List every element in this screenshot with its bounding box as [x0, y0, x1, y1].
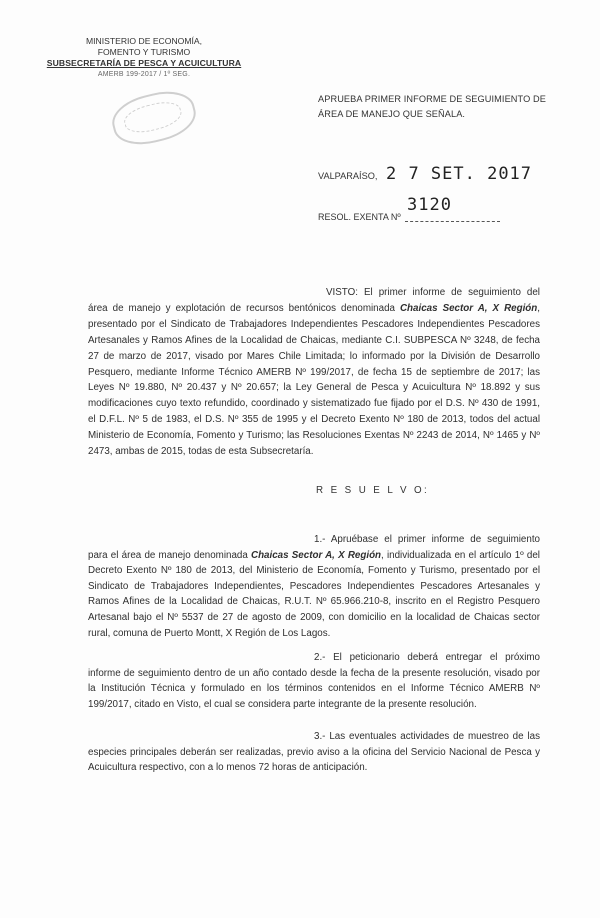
resolution-label: RESOL. EXENTA Nº	[318, 212, 401, 222]
official-stamp	[107, 85, 200, 152]
resuelvo-heading: R E S U E L V O:	[316, 485, 430, 496]
ministry-line-2: FOMENTO Y TURISMO	[97, 47, 191, 57]
p1-area-name: Chaicas Sector A, X Región	[251, 549, 382, 561]
letterhead	[44, 36, 244, 80]
p1-text-1: 1.- Apruébase el primer informe de seguimiento para el área de manejo denominada	[88, 534, 540, 561]
visto-label: VISTO:	[326, 287, 358, 298]
resolution-number: 3120	[407, 195, 452, 215]
date-stamp: 2 7 SET. 2017	[385, 164, 533, 184]
visto-area-name: Chaicas Sector A, X Región	[399, 302, 538, 314]
ministry-line-1: MINISTERIO DE ECONOMÍA,	[85, 36, 203, 46]
resolution-paragraph-1	[88, 532, 540, 641]
resolution-paragraph-3: 3.- Las eventuales actividades de muestreo de las especies principales deberán ser realizadas, previo aviso a la oficina del Servicio Nacional de Pesca y Acuicultura respectivo, con a lo menos 72 horas de anticipación.	[88, 731, 540, 774]
resolution-number-line	[318, 195, 558, 222]
place: VALPARAÍSO,	[318, 171, 378, 181]
visto-text-2: , presentado por el Sindicato de Trabajadores Independientes Pescadores Independientes Pescadores Artesanales y Ramos Afines de la Localidad de Chaicas, mediante C.I. SUBPESCA Nº 3248, de fecha 27 de marzo de 2017, visado por Mares Chile Limitada; lo informado por la División de Desarrollo Pesquero, mediante Informe Técnico AMERB Nº 199/2017, de fecha 15 de septiembre de 2017; las Leyes Nº 19.880, Nº 20.437 y Nº 20.657; la Ley General de Pesca y Acuicultura Nº 18.892 y sus modificaciones cuyo texto refundido, coordinado y sistematizado fue fijado por el D.S. Nº 430 de 1991, el D.F.L. Nº 5 de 1983, el D.S. Nº 355 de 1995 y el Decreto Exento Nº 180 de 2013, todos del actual Ministerio de Economía, Fomento y Turismo; las Resoluciones Exentas Nº 2243 de 2014, Nº 1465 y Nº 2473, ambas de 2015, todas de esta Subsecretaría.	[88, 302, 540, 458]
resolution-paragraph-2: 2.- El peticionario deberá entregar el próximo informe de seguimiento dentro de un año contado desde la fecha de la presente resolución, visado por la Institución Técnica y formulado en los términos contenidos en el Informe Técnico AMERB Nº 199/2017, citado en Visto, el cual se considera parte integrante de la presente resolución.	[88, 652, 540, 710]
resolution-subject: APRUEBA PRIMER INFORME DE SEGUIMIENTO DE ÁREA DE MANEJO QUE SEÑALA.	[318, 94, 546, 119]
subsecretaria-name: SUBSECRETARÍA DE PESCA Y ACUICULTURA	[46, 58, 242, 68]
place-and-date	[318, 164, 558, 184]
number-underline	[405, 221, 500, 222]
p1-text-2: , individualizada en el artículo 1º del Decreto Exento Nº 180 de 2013, del Ministerio de Economía, Fomento y Turismo, presentado por el Sindicato de Trabajadores Independientes, Pescadores Independientes Pescadores Artesanales y Ramos Afines de la Localidad de Chaicas, R.U.T. Nº 65.966.210-8, inscrito en el Registro Pesquero Artesanal bajo el Nº 5537 de 27 de agosto de 2009, con domicilio en la localidad de Chaicas sector rural, comuna de Puerto Montt, X Región de Los Lagos.	[88, 549, 540, 639]
reference-code: AMERB 199-2017 / 1º SEG.	[97, 71, 191, 78]
visto-text-1: El primer informe de seguimiento del área de manejo y explotación de recursos bentónicos denominada	[88, 287, 540, 314]
visto-paragraph	[88, 285, 540, 460]
